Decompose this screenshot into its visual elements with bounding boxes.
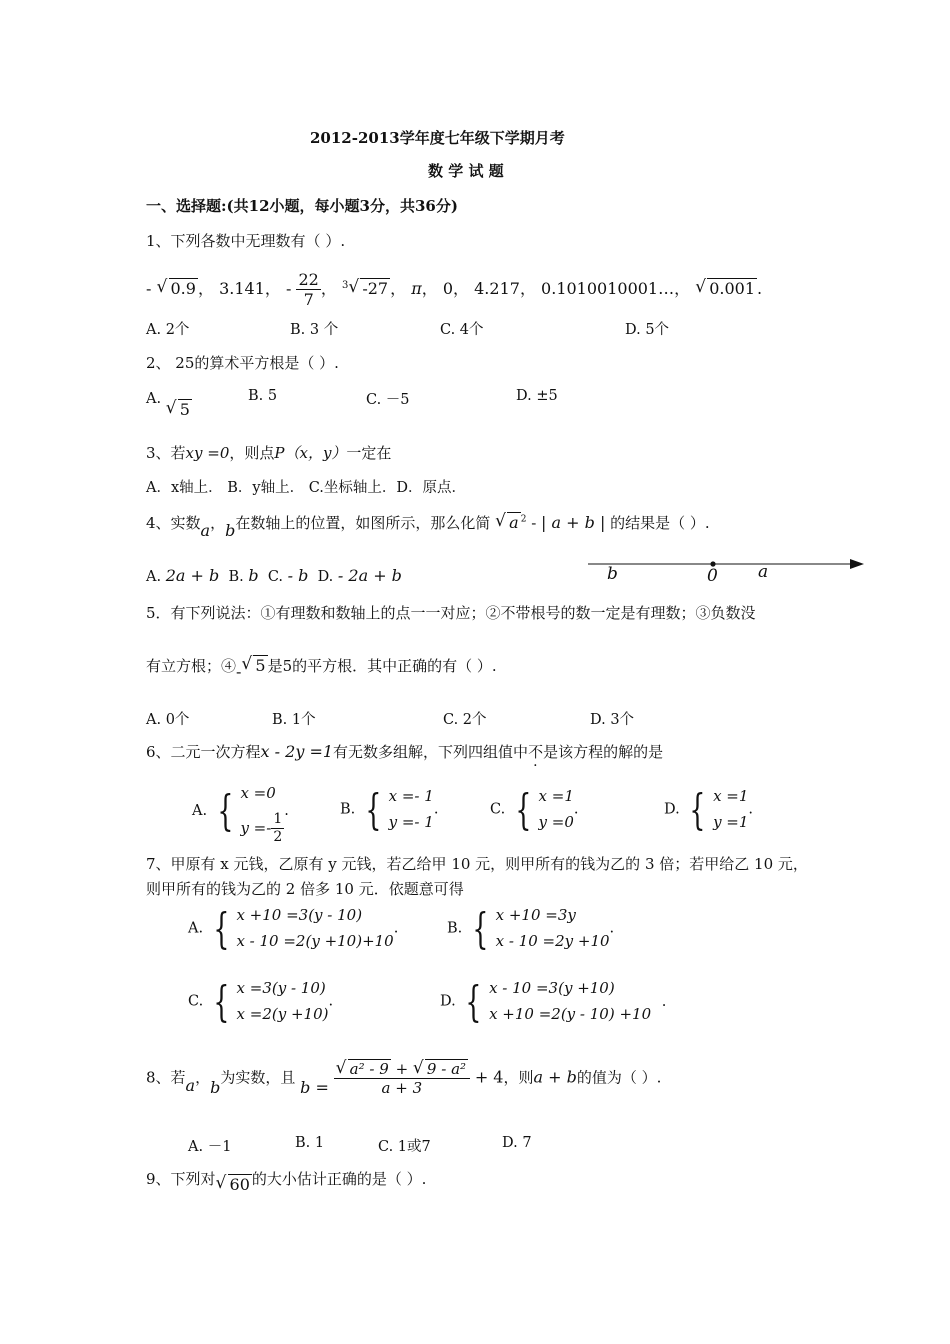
number-line — [588, 552, 868, 588]
q8-option-b[interactable]: B. 1 — [295, 1135, 325, 1151]
exam-title: 2012-2013学年度七年级下学期月考 — [310, 129, 565, 147]
question-5-line-2: 有立方根；④- √ 5 是5的平方根．其中正确的有（ ）. — [146, 654, 497, 681]
exam-subject: 数 学 试 题 — [428, 162, 504, 180]
question-7-line-1: 7、甲原有 x 元钱，乙原有 y 元钱，若乙给甲 10 元，则甲所有的钱为乙的 3 倍；若甲给乙 10 元， — [146, 855, 808, 873]
q5-option-a[interactable]: A. 0个 — [146, 712, 190, 728]
question-7-line-2: 则甲所有的钱为乙的 2 倍多 10 元．依题意可得 — [146, 880, 464, 898]
question-5-line-1: 5．有下列说法：①有理数和数轴上的点一一对应；②不带根号的数一定是有理数；③负数没 — [146, 604, 756, 622]
question-1-stem: 1、下列各数中无理数有（ ）. — [146, 232, 346, 250]
question-8-stem: 8、若a，b为实数，且 b = √ a² - 9 + √ 9 - a² a + 3 + 4，则a + b的值为（ ）. — [146, 1058, 662, 1097]
q6-option-b[interactable]: B. { x =- 1 y =- 1 . — [340, 784, 439, 834]
fraction-22-7: $\frac{22}{7}$ — [298, 270, 319, 310]
q6-option-c[interactable]: C. { x =1 y =0 . — [490, 784, 579, 834]
q2-option-d[interactable]: D. ±5 — [516, 388, 558, 404]
q2-option-b[interactable]: B. 5 — [248, 388, 278, 404]
question-9-stem: 9、下列对 √ 60 的大小估计正确的是（ ）. — [146, 1170, 427, 1194]
question-6-stem: 6、二元一次方程x - 2y =1有无数多组解，下列四组值中不是该方程的解的是 — [146, 742, 664, 761]
sqrt-0.001: √ 0.001 — [695, 277, 756, 299]
q5-option-c[interactable]: C. 2个 — [443, 712, 487, 728]
axis-label-zero: 0 — [707, 566, 718, 586]
q1-option-d[interactable]: D. 5个 — [625, 322, 670, 338]
q4-options[interactable]: A. 2a + b B. b C. - b D. - 2a + b — [146, 566, 402, 585]
q7-option-b[interactable]: B. { x +10 =3y x - 10 =2y +10 . — [447, 903, 615, 953]
axis-label-a: a — [758, 562, 769, 582]
section-heading: 一、选择题:(共12小题，每小题3分，共36分) — [146, 197, 458, 215]
cbrt-neg27: √ -27 — [348, 277, 389, 299]
q7-option-c[interactable]: C. { x =3(y - 10) x =2(y +10) . — [188, 976, 334, 1026]
q1-option-b[interactable]: B. 3 个 — [290, 322, 339, 338]
q5-option-b[interactable]: B. 1个 — [272, 712, 316, 728]
q8-option-d[interactable]: D. 7 — [502, 1135, 532, 1151]
repeating-decimal: 4.217 — [474, 279, 520, 299]
q1-option-a[interactable]: A. 2个 — [146, 322, 190, 338]
question-1-numbers: - √ 0.9 ， 3.141， - $\frac{22}{7}$ ， $^3$ √ -27 ， π， 0， 4.217， 0.1010010001…， √ 0.001 . — [146, 270, 763, 310]
sqrt-0.9: √ 0.9 — [156, 277, 196, 299]
axis-label-b: b — [607, 564, 618, 584]
q8-option-c[interactable]: C. 1或7 — [378, 1139, 431, 1155]
question-2-stem: 2、 25的算术平方根是（ ）. — [146, 354, 339, 372]
q2-option-a[interactable]: A. √ 5 — [146, 391, 190, 419]
q3-options[interactable]: A．x轴上． B．y轴上． C.坐标轴上．D．原点． — [146, 480, 467, 496]
q8-option-a[interactable]: A. －1 — [188, 1139, 232, 1155]
q6-option-a[interactable]: A. { x =0 y =- $\frac{1}{2}$ . — [192, 784, 289, 845]
question-3-stem: 3、若xy =0，则点P（x，y）一定在 — [146, 444, 392, 462]
emphasis-not: 不是 — [528, 743, 559, 761]
question-4-stem: 4、实数a，b在数轴上的位置，如图所示，那么化简 √ a $^2$ - | a + b | 的结果是（ ）. — [146, 511, 710, 540]
q7-option-a[interactable]: A. { x +10 =3(y - 10) x - 10 =2(y +10)+10 . — [188, 903, 399, 953]
q5-option-d[interactable]: D. 3个 — [590, 712, 635, 728]
q1-option-c[interactable]: C. 4个 — [440, 322, 484, 338]
q2-option-c[interactable]: C. －5 — [366, 392, 410, 408]
q6-option-d[interactable]: D. { x =1 y =1 . — [664, 784, 754, 834]
q7-option-d[interactable]: D. { x - 10 =3(y +10) x +10 =2(y - 10) +10 . — [440, 976, 667, 1026]
